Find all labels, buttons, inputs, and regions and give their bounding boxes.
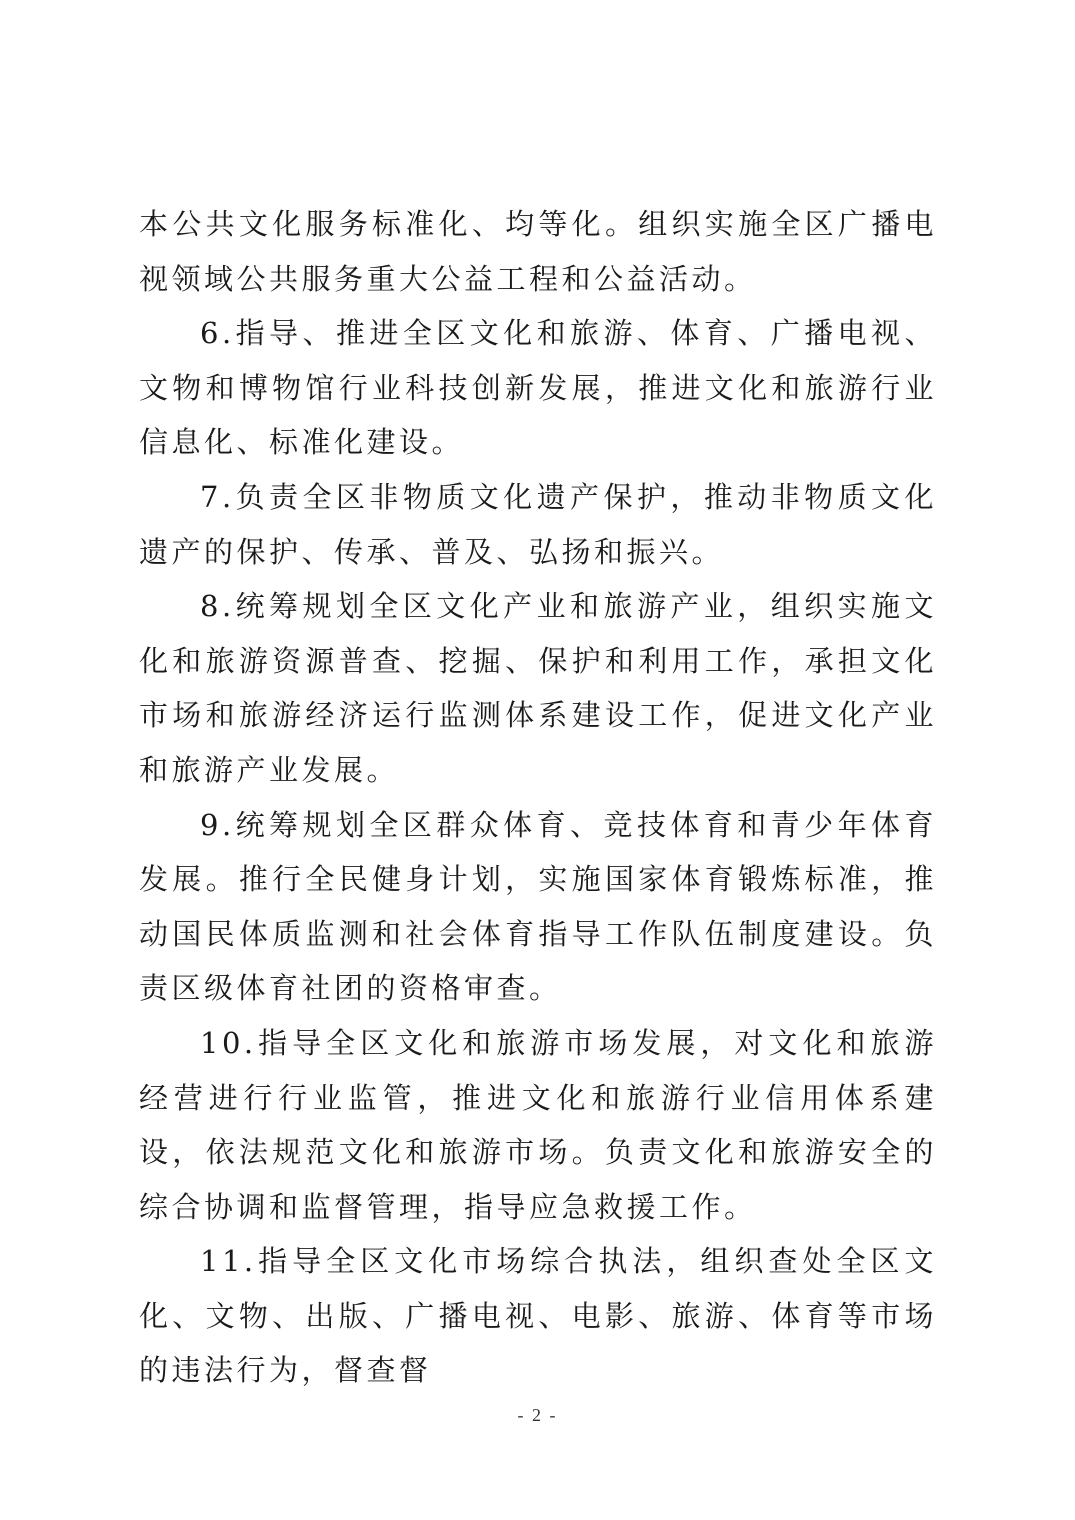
paragraph-continuation: 本公共文化服务标准化、均等化。组织实施全区广播电视领域公共服务重大公益工程和公益活动。 [139, 207, 937, 296]
paragraph-item-6: 6.指导、推进全区文化和旅游、体育、广播电视、文物和博物馆行业科技创新发展，推进文化和旅游行业信息化、标准化建设。 [139, 316, 937, 460]
paragraph-item-11: 11.指导全区文化市场综合执法，组织查处全区文化、文物、出版、广播电视、电影、旅游、体育等市场的违法行为，督查督 [139, 1244, 937, 1388]
paragraph-item-10: 10.指导全区文化和旅游市场发展，对文化和旅游经营进行行业监管，推进文化和旅游行业信用体系建设，依法规范文化和旅游市场。负责文化和旅游安全的综合协调和监督管理，指导应急救援工作。 [139, 1025, 937, 1224]
page-number: - 2 - [517, 1405, 558, 1425]
paragraph-item-9: 9.统筹规划全区群众体育、竞技体育和青少年体育发展。推行全民健身计划，实施国家体育锻炼标准，推动国民体质监测和社会体育指导工作队伍制度建设。负责区级体育社团的资格审查。 [139, 807, 937, 1006]
paragraph-item-8: 8.统筹规划全区文化产业和旅游产业，组织实施文化和旅游资源普查、挖掘、保护和利用工作，承担文化市场和旅游经济运行监测体系建设工作，促进文化产业和旅游产业发展。 [139, 589, 937, 787]
paragraph-item-7: 7.负责全区非物质文化遗产保护，推动非物质文化遗产的保护、传承、普及、弘扬和振兴。 [139, 479, 937, 569]
document-body [139, 197, 937, 1398]
